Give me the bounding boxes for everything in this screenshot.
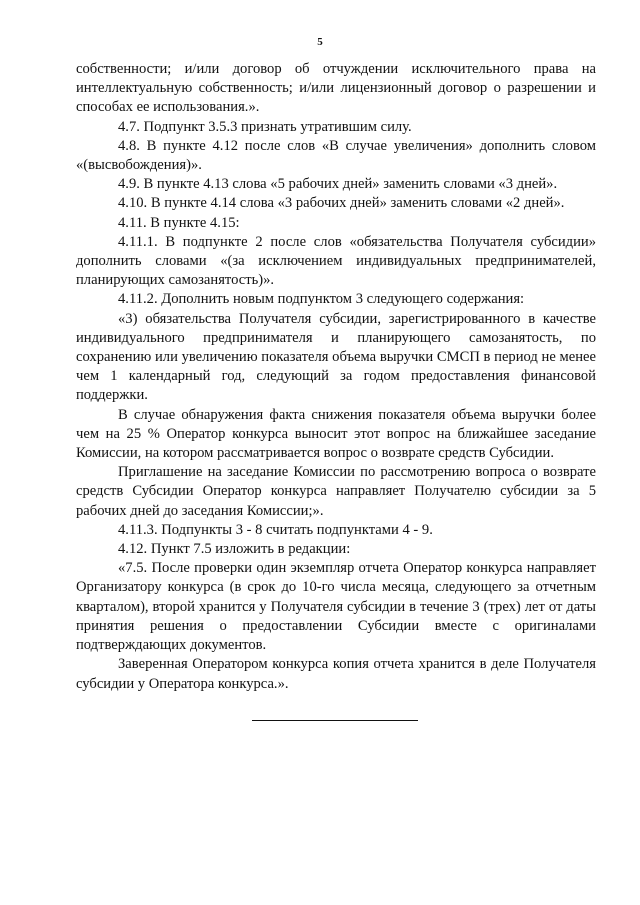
paragraph-4-12: 4.12. Пункт 7.5 изложить в редакции: <box>118 541 351 558</box>
document-body <box>76 60 596 694</box>
paragraph-certified-copy: Заверенная Оператором конкурса копия отчета хранится в деле Получателя субсидии у Оператора конкурса.». <box>76 656 596 692</box>
paragraph-4-9: 4.9. В пункте 4.13 слова «5 рабочих дней» заменить словами «3 дней». <box>118 176 558 193</box>
paragraph-4-11-2: 4.11.2. Дополнить новым подпунктом 3 следующего содержания: <box>118 291 525 308</box>
paragraph-4-8: 4.8. В пункте 4.12 после слов «В случае увеличения» дополнить словом «(высвобождения)». <box>76 137 596 174</box>
page-number: 5 <box>317 36 323 48</box>
paragraph-quoted-item-3: «3) обязательства Получателя субсидии, зарегистрированного в качестве индивидуального предпринимателя и планирующего самозанятость, по сохранению или увеличению показателя объема выручки СМСП в период не менее чем 1 календарный год, следующий за годом предоставления финансовой поддержки. <box>76 310 596 404</box>
paragraph-quoted-7-5: «7.5. После проверки один экземпляр отчета Оператор конкурса направляет Организатору конкурса (в срок до 10-го числа месяца, следующего за отчетным кварталом), второй хранится у Получателя субсидии в течение 3 (трех) лет от даты принятия решения о предоставлении Субсидии вместе с оригиналами подтверждающих документов. <box>76 560 596 654</box>
paragraph-invitation: Приглашение на заседание Комиссии по рассмотрению вопроса о возврате средств Субсидии Оператор конкурса направляет Получателю субсидии за 5 рабочих дней до заседания Комиссии;». <box>76 464 596 519</box>
paragraph-4-11-1: 4.11.1. В подпункте 2 после слов «обязательства Получателя субсидии» дополнить словами «(за исключением индивидуальных предпринимателей, планирующих самозанятость)». <box>76 233 596 289</box>
end-divider-line <box>252 720 418 721</box>
paragraph-4-7: 4.7. Подпункт 3.5.3 признать утратившим силу. <box>118 118 412 135</box>
paragraph-4-11-3: 4.11.3. Подпункты 3 - 8 считать подпунктами 4 - 9. <box>118 521 433 538</box>
paragraph-4-10: 4.10. В пункте 4.14 слова «3 рабочих дней» заменить словами «2 дней». <box>118 195 565 212</box>
paragraph-revenue-decrease: В случае обнаружения факта снижения показателя объема выручки более чем на 25 % Оператор конкурса выносит этот вопрос на ближайшее заседание Комиссии, на котором рассматривается вопрос о возврате средств Субсидии. <box>76 406 596 462</box>
paragraph-continuation: собственности; и/или договор об отчуждении исключительного права на интеллектуальную собственность; и/или лицензионный договор о разрешении и способах ее использования.». <box>76 61 596 116</box>
paragraph-4-11: 4.11. В пункте 4.15: <box>118 214 240 231</box>
